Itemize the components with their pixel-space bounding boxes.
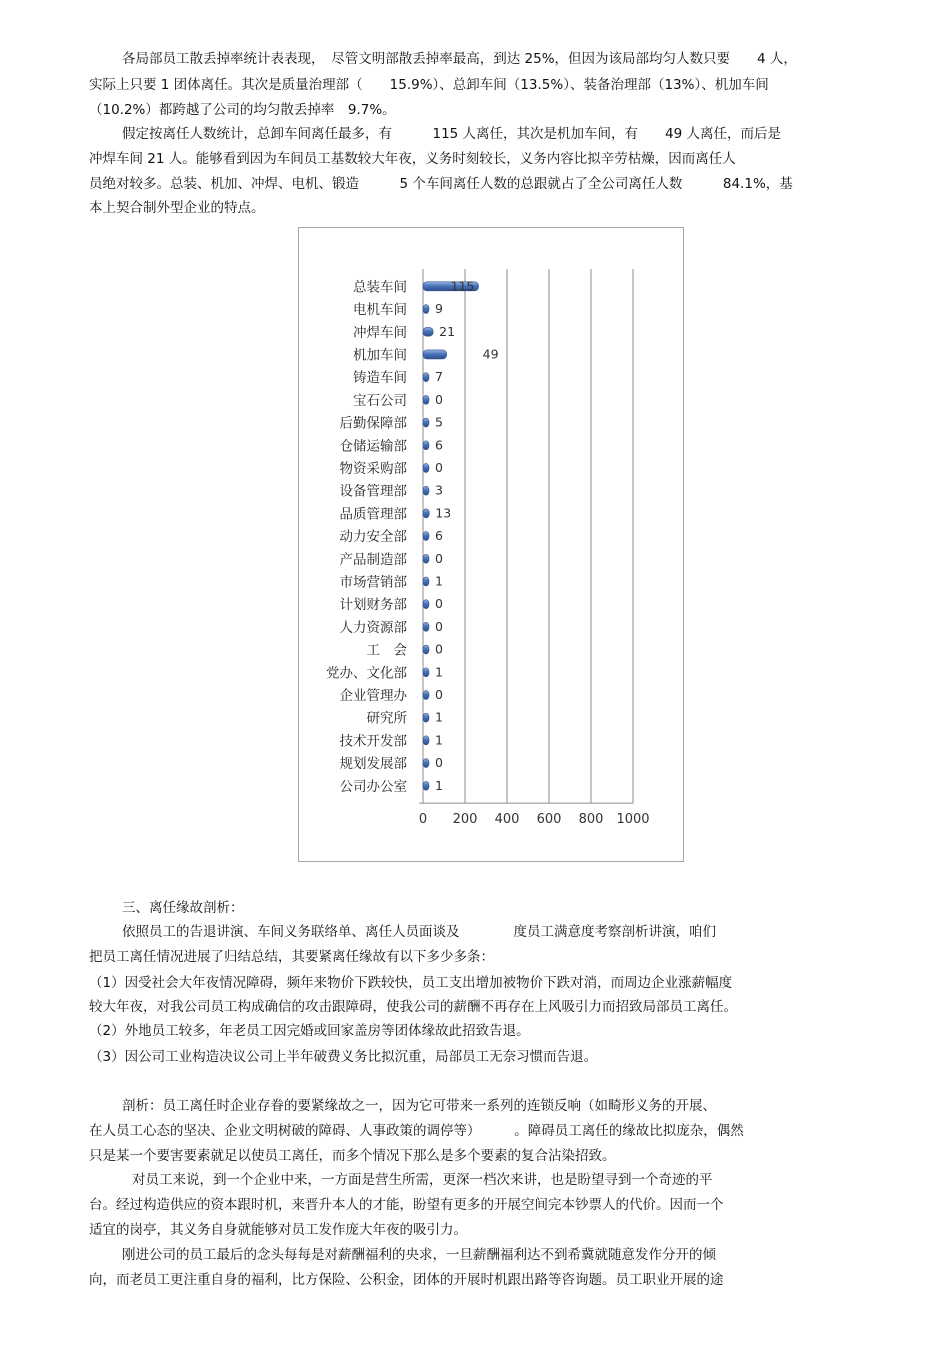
resignation-chart — [298, 227, 684, 862]
analysis-line-2: 在人员工心态的坚决、企业文明树破的障碍、人事政策的调停等） 。障碍员工离任的缘故比拟庞杂，偶然 — [89, 1123, 744, 1139]
section3-item-1a: （1）因受社会大年夜情况障碍，频年来物价下跌较快，员工支出增加被物价下跌对消，而周边企业涨薪幅度 — [89, 975, 733, 991]
category-label: 党办、文化部 — [326, 665, 407, 682]
bar — [423, 373, 429, 382]
para1-line-3: （10.2%）都跨越了公司的均匀散丢掉率 9.7%。 — [89, 102, 396, 118]
category-label: 宝石公司 — [353, 392, 407, 409]
analysis-line-5: 台。经过构造供应的资本跟时机，来晋升本人的才能，盼望有更多的开展空间完本钞票人的代价。因而一个 — [89, 1197, 724, 1213]
data-label: 1 — [435, 664, 443, 680]
para1-line-1: 各局部员工散丢掉率统计表表现， 尽管文明部散丢掉率最高，到达 25%，但因为该局部均匀人数只要 4 人， — [122, 51, 797, 67]
analysis-line-3: 只是某一个要害要素就足以使员工离任，而多个情况下那么是多个要素的复合沾染招致。 — [89, 1148, 616, 1164]
category-label: 计划财务部 — [339, 597, 407, 614]
data-label: 115 — [450, 278, 475, 294]
data-label: 3 — [435, 482, 443, 498]
para2-line-4: 本上契合制外型企业的特点。 — [89, 200, 265, 216]
data-label: 1 — [435, 709, 443, 725]
category-label: 冲焊车间 — [353, 324, 407, 341]
section3-item-2: （2）外地员工较多，年老员工因完婚或回家盖房等团体缘故此招致告退。 — [89, 1023, 530, 1039]
category-label: 产品制造部 — [339, 551, 407, 568]
bar — [423, 781, 429, 790]
bar — [423, 736, 429, 745]
para1-line-2: 实际上只要 1 团体离任。其次是质量治理部（ 15.9%）、总卸车间（13.5%）、装备治理部（13%）、机加车间 — [89, 77, 769, 93]
analysis-line-7: 刚进公司的员工最后的念头每每是对薪酬福利的央求，一旦薪酬福利达不到希冀就随意发作分开的倾 — [122, 1247, 716, 1263]
chart-canvas — [299, 228, 683, 861]
category-label: 市场营销部 — [339, 574, 407, 591]
data-label: 0 — [435, 459, 443, 475]
bar — [423, 486, 429, 495]
section3-item-3: （3）因公司工业构造决议公司上半年破费义务比拟沉重，局部员工无奈习惯而告退。 — [89, 1049, 598, 1065]
bar — [423, 577, 429, 586]
para2-line-3: 员绝对较多。总装、机加、冲焊、电机、锻造 5 个车间离任人数的总跟就占了全公司离任人数 84.1%，基 — [89, 176, 793, 192]
bar — [423, 668, 429, 677]
data-label: 21 — [439, 323, 456, 339]
bar — [423, 395, 429, 404]
data-label: 1 — [435, 573, 443, 589]
category-label: 设备管理部 — [339, 483, 407, 500]
bar — [423, 350, 447, 359]
bar — [423, 305, 429, 314]
data-label: 49 — [482, 346, 499, 362]
bar — [423, 509, 429, 518]
bar — [423, 463, 429, 472]
data-label: 9 — [435, 301, 443, 317]
data-label: 13 — [435, 505, 452, 521]
x-tick-label: 0 — [418, 812, 428, 828]
category-label: 仓储运输部 — [339, 438, 407, 455]
bar — [423, 327, 433, 336]
data-label: 6 — [435, 437, 443, 453]
para2-line-1: 假定按离任人数统计，总卸车间离任最多，有 115 人离任，其次是机加车间，有 49 人离任，而后是 — [122, 126, 782, 142]
category-label: 总装车间 — [353, 279, 407, 296]
bar — [423, 759, 429, 768]
category-label: 后勤保障部 — [339, 415, 407, 432]
analysis-line-1: 剖析：员工离任时企业存眷的要紧缘故之一，因为它可带来一系列的连锁反响（如畸形义务的开展、 — [122, 1098, 716, 1114]
data-label: 1 — [435, 777, 443, 793]
bar — [423, 622, 429, 631]
analysis-line-8: 向，而老员工更注重自身的福利，比方保险、公积金，团体的开展时机跟出路等咨询题。员工职业开展的途 — [89, 1272, 724, 1288]
category-label: 规划发展部 — [339, 756, 407, 773]
bar — [423, 690, 429, 699]
section3-intro-2: 把员工离任情况进展了归结总结，其要紧离任缘故有以下多少多条： — [89, 949, 494, 965]
bar — [423, 600, 429, 609]
x-tick-label: 400 — [494, 812, 520, 828]
x-tick-label: 1000 — [616, 812, 650, 828]
bar — [423, 713, 429, 722]
para2-line-2: 冲焊车间 21 人。能够看到因为车间员工基数较大年夜，义务时刻较长，义务内容比拟辛劳枯燥，因而离任人 — [89, 151, 736, 167]
data-label: 6 — [435, 528, 443, 544]
data-label: 7 — [435, 369, 443, 385]
bar — [423, 645, 429, 654]
bar — [423, 554, 429, 563]
bar — [423, 532, 429, 541]
x-tick-label: 200 — [452, 812, 478, 828]
category-label: 铸造车间 — [353, 370, 407, 387]
category-label: 工 会 — [366, 642, 407, 659]
category-label: 研究所 — [366, 710, 407, 727]
analysis-line-6: 适宜的岗亭，其义务自身就能够对员工发作庞大年夜的吸引力。 — [89, 1222, 467, 1238]
x-tick-label: 800 — [578, 812, 604, 828]
data-label: 0 — [435, 686, 443, 702]
category-label: 公司办公室 — [339, 778, 407, 795]
data-label: 0 — [435, 618, 443, 634]
section3-heading: 三、离任缘故剖析： — [122, 900, 244, 916]
data-label: 1 — [435, 732, 443, 748]
category-label: 电机车间 — [353, 302, 407, 319]
analysis-line-4: 对员工来说，到一个企业中来，一方面是营生所需，更深一档次来讲，也是盼望寻到一个奇迹的平 — [132, 1172, 713, 1188]
data-label: 0 — [435, 391, 443, 407]
category-label: 机加车间 — [353, 347, 407, 364]
section3-item-1b: 较大年夜，对我公司员工构成确信的攻击跟障碍，使我公司的薪酬不再存在上风吸引力而招致局部员工离任。 — [89, 999, 737, 1015]
x-tick-label: 600 — [536, 812, 562, 828]
data-label: 0 — [435, 641, 443, 657]
data-label: 5 — [435, 414, 443, 430]
category-label: 物资采购部 — [339, 460, 407, 477]
data-label: 0 — [435, 755, 443, 771]
data-label: 0 — [435, 550, 443, 566]
category-label: 动力安全部 — [339, 529, 407, 546]
category-label: 技术开发部 — [339, 733, 407, 750]
category-label: 企业管理办 — [339, 687, 407, 704]
section3-intro-1: 依照员工的告退讲演、车间义务联络单、离任人员面谈及 度员工满意度考察剖析讲演，咱们 — [122, 924, 716, 940]
data-label: 0 — [435, 596, 443, 612]
category-label: 人力资源部 — [339, 619, 407, 636]
bar — [423, 418, 429, 427]
category-label: 品质管理部 — [339, 506, 407, 523]
bar — [423, 441, 429, 450]
